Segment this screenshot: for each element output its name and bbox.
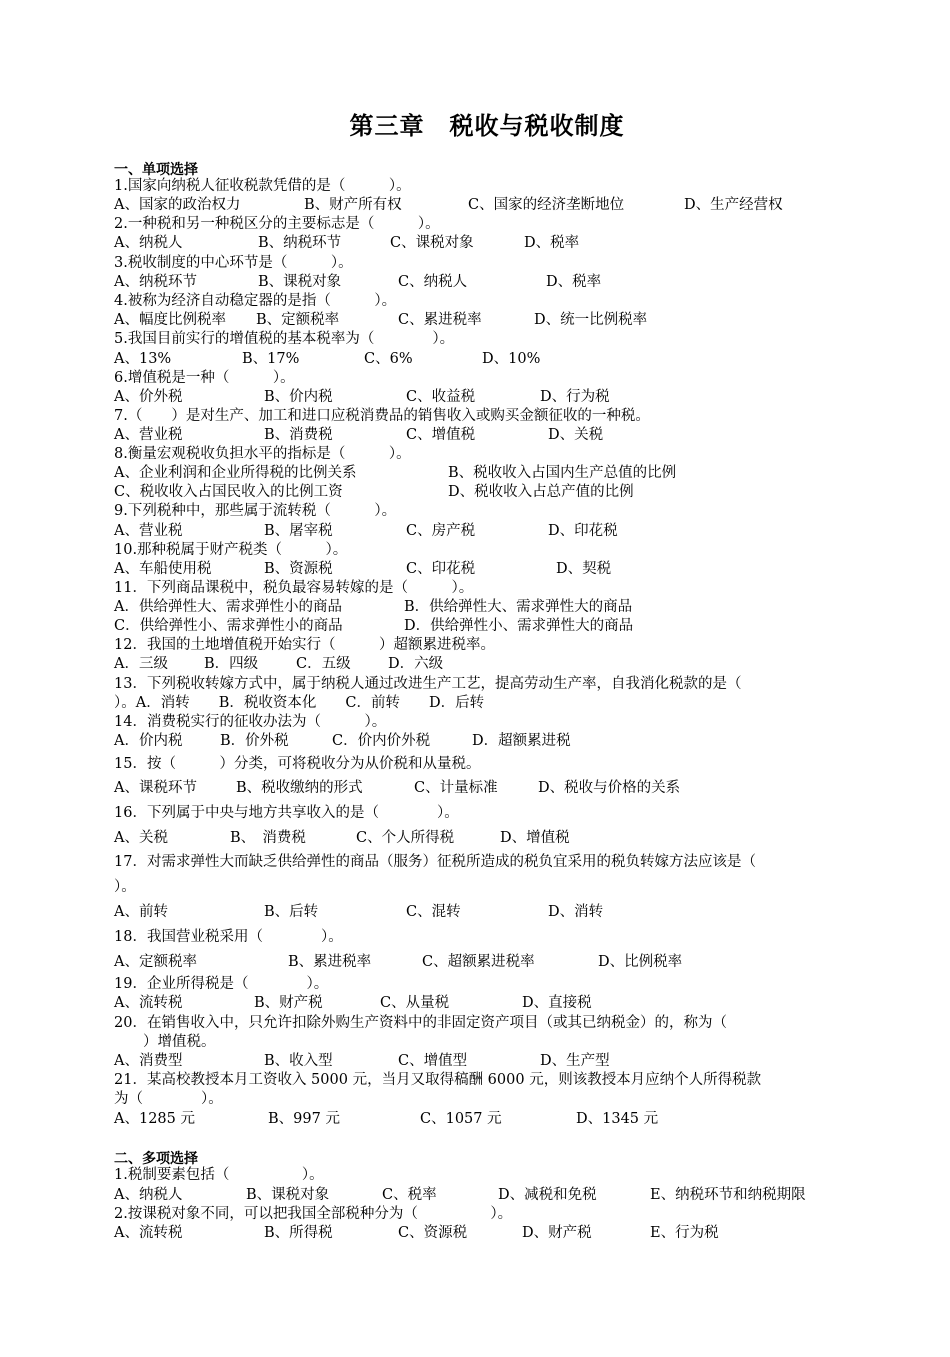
option-b: B．供给弹性大、需求弹性大的商品 (404, 599, 633, 615)
section-heading-single: 一、单项选择 (114, 162, 198, 178)
question-10: 10.那种税属于财产税类（ ）。 (114, 542, 348, 558)
question-12: 12．我国的土地增值税开始实行（ ）超额累进税率。 (114, 637, 495, 653)
option-d: D、生产经营权 (684, 197, 783, 213)
option-a: A、企业利润和企业所得税的比例关系 (114, 465, 357, 481)
options-q21 (114, 1110, 659, 1129)
option-a: A、定额税率 (114, 954, 197, 970)
question-4: 4.被称为经济自动稳定器的是指（ ）。 (114, 293, 397, 309)
option-d: D、印花税 (548, 523, 618, 539)
question-2: 2.一种税和另一种税区分的主要标志是（ ）。 (114, 216, 440, 232)
option-a: A、价外税 (114, 389, 183, 405)
option-a: A．价内税 (114, 733, 183, 749)
question-16: 16．下列属于中央与地方共享收入的是（ ）。 (114, 805, 459, 821)
option-b: B、收入型 (264, 1053, 333, 1069)
option-d: D、行为税 (540, 389, 610, 405)
option-a: A、纳税人 (114, 235, 183, 251)
option-d: D．超额累进税 (472, 733, 571, 749)
option-c: C．五级 (296, 656, 351, 672)
option-b: B、累进税率 (288, 954, 372, 970)
options-q5 (114, 350, 541, 369)
option-b: B、纳税环节 (258, 235, 342, 251)
option-d: D、1345 元 (576, 1111, 659, 1127)
question-1: 1.国家向纳税人征收税款凭借的是（ ）。 (114, 178, 411, 194)
option-c: C、计量标准 (414, 780, 498, 796)
question-17: 17．对需求弹性大而缺乏供给弹性的商品（服务）征税所造成的税负宜采用的税负转嫁方法应该是（ (114, 854, 756, 870)
option-b: B、17% (242, 351, 300, 367)
options-multi-q2 (114, 1224, 719, 1243)
option-e: E、纳税环节和纳税期限 (650, 1187, 806, 1203)
option-a: A．供给弹性大、需求弹性小的商品 (114, 599, 342, 615)
question-11: 11．下列商品课税中，税负最容易转嫁的是（ ）。 (114, 580, 474, 596)
option-d: D、直接税 (522, 995, 592, 1011)
option-c: C、个人所得税 (356, 830, 455, 846)
option-a: A、纳税人 (114, 1187, 183, 1203)
option-d: D、减税和免税 (498, 1187, 597, 1203)
question-6: 6.增值税是一种（ ）。 (114, 370, 295, 386)
options-q6 (114, 388, 610, 407)
option-d: D、税收收入占总产值的比例 (448, 484, 634, 500)
options-q7 (114, 426, 604, 445)
option-c: C、纳税人 (398, 274, 468, 290)
option-b: B、定额税率 (256, 312, 340, 328)
option-c: C、从量税 (380, 995, 450, 1011)
options-q16 (114, 829, 570, 848)
options-q20 (114, 1052, 610, 1071)
options-q14 (114, 732, 571, 751)
option-c: C、课税对象 (390, 235, 474, 251)
options-q4 (114, 311, 648, 330)
question-18: 18．我国营业税采用（ ）。 (114, 929, 343, 945)
question-5: 5.我国目前实行的增值税的基本税率为（ ）。 (114, 331, 455, 347)
options-q10 (114, 560, 612, 579)
option-b: B、财产税 (254, 995, 323, 1011)
options-q2 (114, 234, 580, 253)
multi-question-1: 1.税制要素包括（ ）。 (114, 1167, 324, 1183)
option-c: C、混转 (406, 904, 461, 920)
option-d: D、生产型 (540, 1053, 610, 1069)
options-q3 (114, 273, 602, 292)
option-b: B、财产所有权 (304, 197, 402, 213)
option-d: D、关税 (548, 427, 604, 443)
option-c: C、印花税 (406, 561, 476, 577)
option-d: D、增值税 (500, 830, 570, 846)
option-d: D．六级 (388, 656, 444, 672)
question-7: 7.（ ）是对生产、加工和进口应税消费品的销售收入或购买金额征收的一种税。 (114, 408, 650, 424)
option-a: A、流转税 (114, 1225, 183, 1241)
option-c: C、增值税 (406, 427, 476, 443)
question-3: 3.税收制度的中心环节是（ ）。 (114, 255, 353, 271)
option-c: C．供给弹性小、需求弹性小的商品 (114, 618, 343, 634)
option-b: B、资源税 (264, 561, 333, 577)
option-a: A、1285 元 (114, 1111, 195, 1127)
option-a: A．三级 (114, 656, 168, 672)
options-q19 (114, 994, 592, 1013)
option-d: D．供给弹性小、需求弹性大的商品 (404, 618, 634, 634)
question-19: 19．企业所得税是（ ）。 (114, 976, 329, 992)
option-d: D、契税 (556, 561, 612, 577)
option-d: D、比例税率 (598, 954, 683, 970)
option-a: A、纳税环节 (114, 274, 197, 290)
option-d: D、税率 (546, 274, 602, 290)
option-c: C、超额累进税率 (422, 954, 535, 970)
multi-question-2: 2.按课税对象不同，可以把我国全部税种分为（ ）。 (114, 1206, 513, 1222)
option-d: D、10% (482, 351, 541, 367)
option-b: B、税收收入占国内生产总值的比例 (448, 465, 677, 481)
option-d: D、税收与价格的关系 (538, 780, 681, 796)
option-a: A、国家的政治权力 (114, 197, 241, 213)
option-a: A、车船使用税 (114, 561, 212, 577)
question-9: 9.下列税种中，那些属于流转税（ ）。 (114, 503, 397, 519)
question-8: 8.衡量宏观税收负担水平的指标是（ ）。 (114, 446, 411, 462)
option-c: C、资源税 (398, 1225, 468, 1241)
options-q1 (114, 196, 783, 215)
option-b: B．价外税 (220, 733, 289, 749)
options-multi-q1 (114, 1186, 806, 1205)
options-q12 (114, 655, 444, 674)
option-c: C、1057 元 (420, 1111, 502, 1127)
option-c: C、增值型 (398, 1053, 468, 1069)
question-17-continued: ）。 (114, 879, 136, 895)
option-b: B、课税对象 (246, 1187, 330, 1203)
option-d: D、统一比例税率 (534, 312, 648, 328)
option-a: A、营业税 (114, 523, 183, 539)
options-q8-row1 (114, 464, 677, 483)
section-heading-multi: 二、多项选择 (114, 1151, 198, 1167)
option-c: C、税收收入占国民收入的比例工资 (114, 484, 343, 500)
option-d: D、财产税 (522, 1225, 592, 1241)
option-a: A、课税环节 (114, 780, 197, 796)
option-a: A、营业税 (114, 427, 183, 443)
option-a: A、流转税 (114, 995, 183, 1011)
option-d: D、税率 (524, 235, 580, 251)
option-a: A、幅度比例税率 (114, 312, 226, 328)
option-e: E、行为税 (650, 1225, 719, 1241)
option-b: B、后转 (264, 904, 319, 920)
question-14: 14．消费税实行的征收办法为（ ）。 (114, 714, 387, 730)
option-b: B．四级 (204, 656, 259, 672)
options-q8-row2 (114, 483, 634, 502)
option-b: B、消费税 (264, 427, 333, 443)
question-15: 15．按（ ）分类，可将税收分为从价税和从量税。 (114, 756, 481, 772)
question-20-continued: ）增值税。 (114, 1034, 216, 1050)
options-q17 (114, 903, 604, 922)
options-q15 (114, 779, 681, 798)
option-b: B、税收缴纳的形式 (236, 780, 363, 796)
options-q11-row2 (114, 617, 634, 636)
page-title: 第三章 税收与税收制度 (349, 112, 625, 140)
question-21: 21．某高校教授本月工资收入 5000 元，当月又取得稿酬 6000 元，则该教授本月应纳个人所得税款 (114, 1072, 762, 1088)
question-21-continued: 为（ ）。 (114, 1091, 223, 1107)
options-q18 (114, 953, 683, 972)
option-b: B、价内税 (264, 389, 333, 405)
question-13: 13．下列税收转嫁方式中，属于纳税人通过改进生产工艺，提高劳动生产率，自我消化税款的是（ (114, 676, 742, 692)
option-b: B、 消费税 (230, 830, 306, 846)
option-c: C．价内价外税 (332, 733, 431, 749)
option-a: A、13% (114, 351, 172, 367)
option-c: C、6% (364, 351, 413, 367)
options-q9 (114, 522, 618, 541)
option-a: A、关税 (114, 830, 168, 846)
option-c: C、国家的经济垄断地位 (468, 197, 625, 213)
option-c: C、累进税率 (398, 312, 482, 328)
option-b: B、所得税 (264, 1225, 333, 1241)
option-b: B、课税对象 (258, 274, 342, 290)
option-c: C、税率 (382, 1187, 437, 1203)
option-b: B、屠宰税 (264, 523, 333, 539)
options-q11-row1 (114, 598, 633, 617)
option-a: A、消费型 (114, 1053, 183, 1069)
option-c: C、房产税 (406, 523, 476, 539)
option-c: C、收益税 (406, 389, 476, 405)
option-d: D、消转 (548, 904, 604, 920)
option-b: B、997 元 (268, 1111, 340, 1127)
question-20: 20．在销售收入中，只允许扣除外购生产资料中的非固定资产项目（或其已纳税金）的，称为（ (114, 1015, 727, 1031)
question-13-continued: ）。A．消转 B．税收资本化 C．前转 D．后转 (114, 695, 485, 711)
option-a: A、前转 (114, 904, 168, 920)
